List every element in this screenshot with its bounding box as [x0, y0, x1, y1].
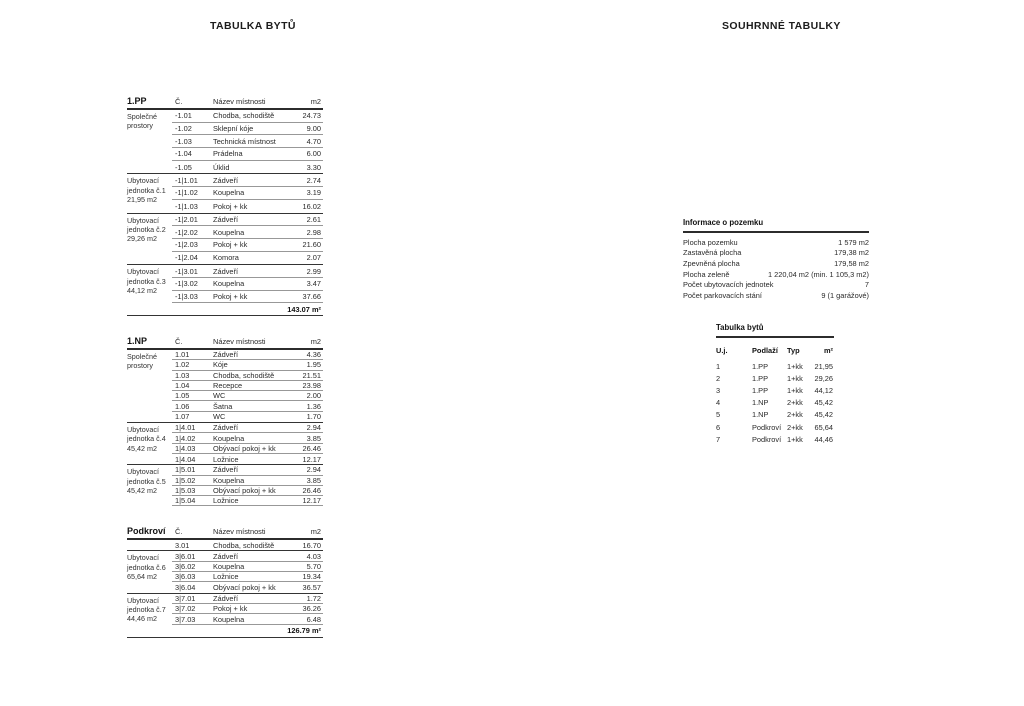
room-name-cell: Zádveří: [213, 465, 239, 475]
info-value: 179,58 m2: [834, 258, 869, 268]
section-rows: [172, 465, 323, 506]
room-area-cell: 3.47: [306, 279, 321, 289]
right-column-title: SOUHRNNÉ TABULKY: [722, 20, 841, 32]
room-number-cell: 1.06: [175, 401, 190, 411]
section-rows: [172, 540, 323, 550]
unit-row: [716, 372, 834, 384]
col-header-area: m2: [310, 527, 321, 536]
room-row: [172, 433, 323, 443]
room-area-cell: 2.07: [306, 253, 321, 263]
floor-label: Podkroví: [127, 526, 166, 536]
room-name-cell: Koupelna: [213, 475, 245, 485]
room-area-cell: 24.73: [302, 111, 321, 121]
unit-area-cell: 45,42: [814, 410, 833, 420]
room-area-cell: 21.51: [302, 370, 321, 380]
room-row: [172, 278, 323, 291]
room-row: [172, 148, 323, 161]
room-number-cell: 1|4.01: [175, 423, 196, 433]
room-number-cell: 1|5.03: [175, 486, 196, 495]
room-row: [172, 423, 323, 433]
section-label: Společné prostory: [127, 352, 157, 371]
room-number-cell: -1.03: [175, 136, 192, 146]
room-name-cell: Pokoj + kk: [213, 240, 248, 250]
room-row: [172, 265, 323, 278]
room-row: [172, 381, 323, 391]
room-number-cell: -1|2.02: [175, 227, 198, 237]
room-area-cell: 6.48: [306, 614, 321, 624]
room-area-cell: 2.74: [306, 175, 321, 185]
info-row: [683, 290, 869, 301]
unit-number-cell: 3: [716, 385, 721, 395]
room-number-cell: 3|7.02: [175, 604, 196, 614]
section-label: Ubytovací jednotka č.1 21,95 m2: [127, 176, 166, 205]
unit-row: [716, 360, 834, 372]
room-row: [172, 214, 323, 227]
room-row: [172, 486, 323, 496]
room-number-cell: -1|3.01: [175, 266, 198, 276]
room-row: [172, 391, 323, 401]
room-row: [172, 454, 323, 464]
room-number-cell: 1.05: [175, 391, 190, 401]
section-rows: [172, 214, 323, 265]
room-name-cell: Komora: [213, 253, 239, 263]
room-number-cell: 1|5.02: [175, 475, 196, 485]
room-number-cell: 1|4.04: [175, 454, 196, 464]
units-table-rows: [716, 360, 834, 445]
site-info-title: Informace o pozemku: [683, 218, 869, 233]
room-row: [172, 540, 323, 550]
info-label: Zastavěná plocha: [683, 248, 742, 258]
section-label: Ubytovací jednotka č.3 44,12 m2: [127, 267, 166, 295]
section-rows: [172, 265, 323, 303]
unit-number-cell: 2: [716, 373, 721, 383]
room-area-cell: 16.02: [302, 201, 321, 211]
left-column-title: TABULKA BYTŮ: [210, 20, 296, 32]
room-number-cell: -1|3.02: [175, 279, 198, 289]
unit-number-cell: 4: [716, 398, 721, 408]
room-name-cell: Pokoj + kk: [213, 201, 248, 211]
room-row: [172, 476, 323, 486]
room-name-cell: Kóje: [213, 360, 228, 370]
room-row: [172, 614, 323, 624]
room-number-cell: -1.02: [175, 124, 192, 134]
room-name-cell: Recepce: [213, 381, 243, 391]
room-area-cell: 21.60: [302, 240, 321, 250]
floor-label: 1.PP: [127, 96, 147, 106]
room-row: [172, 350, 323, 360]
room-area-cell: 12.17: [302, 454, 321, 464]
unit-number-cell: 1: [716, 361, 721, 371]
unit-floor-cell: 1.PP: [752, 385, 769, 395]
room-area-cell: 4.70: [306, 136, 321, 146]
room-area-cell: 2.61: [306, 214, 321, 224]
room-table-1.np: [127, 337, 323, 506]
unit-floor-cell: Podkroví: [752, 434, 782, 444]
room-row: [172, 123, 323, 136]
room-area-cell: 1.70: [306, 412, 321, 422]
room-row: [172, 594, 323, 604]
room-area-cell: 2.00: [306, 391, 321, 401]
room-area-cell: 2.99: [306, 266, 321, 276]
room-row: [172, 496, 323, 506]
room-number-cell: -1|2.04: [175, 253, 198, 263]
info-row: [683, 237, 869, 248]
room-row: [172, 444, 323, 454]
room-name-cell: Zádveří: [213, 551, 239, 561]
section-label: [127, 540, 172, 550]
table-section: [127, 174, 323, 213]
site-info-rows: [683, 237, 869, 301]
room-area-cell: 19.34: [302, 572, 321, 582]
room-number-cell: 3|7.01: [175, 593, 196, 603]
room-row: [172, 110, 323, 123]
table-section: [127, 423, 323, 465]
room-name-cell: Ložnice: [213, 572, 239, 582]
section-label: Ubytovací jednotka č.7 44,46 m2: [127, 595, 166, 624]
floor-label: 1.NP: [127, 336, 148, 346]
room-number-cell: 1.03: [175, 370, 190, 380]
room-number-cell: -1|2.01: [175, 214, 198, 224]
info-row: [683, 248, 869, 259]
room-number-cell: 1.01: [175, 350, 190, 360]
room-name-cell: Zádveří: [213, 175, 239, 185]
room-table-podkroví: [127, 527, 323, 638]
room-number-cell: 3|6.02: [175, 561, 196, 571]
units-table-header: [716, 344, 834, 357]
col-header-number: Č.: [175, 527, 183, 536]
section-rows: [172, 174, 323, 212]
room-area-cell: 26.46: [302, 443, 321, 453]
room-area-cell: 16.70: [302, 540, 321, 550]
room-number-cell: 1|4.03: [175, 443, 196, 453]
room-name-cell: Technická místnost: [213, 136, 276, 146]
room-row: [172, 582, 323, 592]
room-name-cell: Prádelna: [213, 149, 243, 159]
room-area-cell: 2.98: [306, 227, 321, 237]
room-row: [172, 161, 323, 174]
unit-area-cell: 21,95: [814, 361, 833, 371]
unit-type-cell: 1+kk: [787, 373, 803, 383]
room-name-cell: Koupelna: [213, 227, 245, 237]
section-label: Ubytovací jednotka č.2 29,26 m2: [127, 215, 166, 244]
info-label: Plocha zeleně: [683, 269, 730, 279]
room-number-cell: 1|5.01: [175, 465, 196, 475]
room-number-cell: -1.01: [175, 111, 192, 121]
unit-number-cell: 5: [716, 410, 721, 420]
room-area-cell: 26.46: [302, 486, 321, 495]
room-area-cell: 3.19: [306, 188, 321, 198]
room-name-cell: Pokoj + kk: [213, 291, 248, 301]
room-name-cell: Chodba, schodiště: [213, 370, 275, 380]
table-section: [127, 465, 323, 506]
info-row: [683, 269, 869, 280]
table-header: [127, 527, 323, 540]
room-name-cell: Chodba, schodiště: [213, 111, 275, 121]
table-section: [127, 110, 323, 174]
unit-type-cell: 2+kk: [787, 398, 803, 408]
room-row: [172, 562, 323, 572]
unit-area-cell: 65,64: [814, 422, 833, 432]
info-label: Počet ubytovacích jednotek: [683, 280, 774, 290]
info-value: 1 220,04 m2 (min. 1 105,3 m2): [767, 269, 869, 279]
room-row: [172, 412, 323, 422]
unit-type-cell: 2+kk: [787, 422, 803, 432]
column-headers: [172, 527, 323, 536]
unit-number-cell: 7: [716, 434, 721, 444]
unit-type-cell: 2+kk: [787, 410, 803, 420]
room-area-cell: 1.72: [306, 593, 321, 603]
room-area-cell: 1.36: [306, 401, 321, 411]
room-area-cell: 37.66: [302, 291, 321, 301]
room-row: [172, 572, 323, 582]
room-name-cell: Zádveří: [213, 423, 239, 433]
col-header-area: m2: [310, 337, 321, 346]
room-row: [172, 252, 323, 265]
room-name-cell: Chodba, schodiště: [213, 540, 275, 550]
section-rows: [172, 423, 323, 464]
unit-area-cell: 44,46: [814, 434, 833, 444]
info-label: Počet parkovacích stání: [683, 290, 762, 300]
room-name-cell: Koupelna: [213, 433, 245, 443]
info-row: [683, 279, 869, 290]
room-row: [172, 371, 323, 381]
info-value: 7: [864, 280, 869, 290]
table-section: [127, 350, 323, 423]
room-area-cell: 9.00: [306, 124, 321, 134]
room-name-cell: Obývací pokoj + kk: [213, 486, 276, 495]
room-area-cell: 2.94: [306, 423, 321, 433]
room-row: [172, 401, 323, 411]
room-row: [172, 604, 323, 614]
section-label: Ubytovací jednotka č.4 45,42 m2: [127, 425, 166, 453]
unit-row: [716, 433, 834, 445]
room-row: [172, 239, 323, 252]
col-header-name: Název místnosti: [213, 527, 266, 536]
room-area-cell: 5.70: [306, 561, 321, 571]
room-name-cell: Ložnice: [213, 496, 239, 506]
units-header-podlazi: Podlaží: [752, 346, 778, 355]
room-number-cell: 1.02: [175, 360, 190, 370]
table-section: [127, 551, 323, 593]
room-table-1.pp: [127, 97, 323, 316]
section-rows: [172, 594, 323, 625]
room-area-cell: 3.30: [306, 162, 321, 172]
room-number-cell: -1|1.02: [175, 188, 198, 198]
room-number-cell: -1.05: [175, 162, 192, 172]
unit-floor-cell: 1.NP: [752, 410, 769, 420]
room-name-cell: Koupelna: [213, 279, 245, 289]
room-area-cell: 4.03: [306, 551, 321, 561]
room-row: [172, 187, 323, 200]
room-name-cell: Sklepní kóje: [213, 124, 254, 134]
col-header-name: Název místnosti: [213, 97, 266, 106]
room-area-cell: 1.95: [306, 360, 321, 370]
unit-floor-cell: 1.NP: [752, 398, 769, 408]
room-number-cell: -1.04: [175, 149, 192, 159]
table-header: [127, 337, 323, 350]
room-name-cell: Koupelna: [213, 561, 245, 571]
room-row: [172, 174, 323, 187]
units-header-m2: m²: [823, 346, 833, 355]
info-value: 179,38 m2: [834, 248, 869, 258]
info-label: Plocha pozemku: [683, 237, 738, 247]
info-value: 1 579 m2: [838, 237, 869, 247]
col-header-number: Č.: [175, 337, 183, 346]
room-name-cell: Pokoj + kk: [213, 604, 248, 614]
unit-floor-cell: 1.PP: [752, 361, 769, 371]
info-value: 9 (1 garážové): [821, 290, 869, 300]
site-info-table: [683, 218, 869, 301]
unit-floor-cell: Podkroví: [752, 422, 782, 432]
units-summary-table: [716, 323, 834, 445]
room-area-cell: 4.36: [306, 350, 321, 360]
room-number-cell: 1|4.02: [175, 433, 196, 443]
section-rows: [172, 551, 323, 592]
column-headers: [172, 97, 323, 106]
table-section: [127, 594, 323, 625]
unit-type-cell: 1+kk: [787, 434, 803, 444]
room-number-cell: -1|1.01: [175, 175, 198, 185]
col-header-area: m2: [310, 97, 321, 106]
unit-row: [716, 421, 834, 433]
units-summary-title: Tabulka bytů: [716, 323, 834, 338]
section-label: Ubytovací jednotka č.5 45,42 m2: [127, 467, 166, 495]
room-row: [172, 551, 323, 561]
room-row: [172, 200, 323, 213]
units-header-typ: Typ: [787, 346, 800, 355]
table-section: [127, 265, 323, 303]
room-name-cell: Šatna: [213, 401, 233, 411]
col-header-name: Název místnosti: [213, 337, 266, 346]
unit-row: [716, 397, 834, 409]
room-name-cell: Obývací pokoj + kk: [213, 443, 276, 453]
floor-total: 143.07 m²: [127, 303, 323, 316]
unit-floor-cell: 1.PP: [752, 373, 769, 383]
room-number-cell: 3|6.01: [175, 551, 196, 561]
room-number-cell: -1|3.03: [175, 291, 198, 301]
floor-total: 126.79 m²: [127, 625, 323, 638]
room-number-cell: 3.01: [175, 540, 190, 550]
room-number-cell: 1|5.04: [175, 496, 196, 506]
unit-row: [716, 384, 834, 396]
room-row: [172, 135, 323, 148]
room-name-cell: Zádveří: [213, 593, 239, 603]
room-row: [172, 291, 323, 304]
room-name-cell: Ložnice: [213, 454, 239, 464]
room-number-cell: 1.04: [175, 381, 190, 391]
room-area-cell: 3.85: [306, 433, 321, 443]
col-header-number: Č.: [175, 97, 183, 106]
room-area-cell: 23.98: [302, 381, 321, 391]
room-number-cell: 3|6.03: [175, 572, 196, 582]
info-row: [683, 258, 869, 269]
room-area-cell: 6.00: [306, 149, 321, 159]
room-name-cell: Koupelna: [213, 188, 245, 198]
table-header: [127, 97, 323, 110]
room-name-cell: Obývací pokoj + kk: [213, 583, 276, 593]
room-name-cell: Úklid: [213, 162, 230, 172]
table-section: [127, 214, 323, 266]
room-number-cell: 1.07: [175, 412, 190, 422]
unit-type-cell: 1+kk: [787, 385, 803, 395]
section-rows: [172, 110, 323, 173]
room-number-cell: -1|2.03: [175, 240, 198, 250]
room-name-cell: WC: [213, 391, 226, 401]
room-area-cell: 36.26: [302, 604, 321, 614]
unit-type-cell: 1+kk: [787, 361, 803, 371]
table-section: [127, 540, 323, 551]
unit-area-cell: 44,12: [814, 385, 833, 395]
unit-row: [716, 409, 834, 421]
room-row: [172, 465, 323, 475]
room-area-cell: 36.57: [302, 583, 321, 593]
room-area-cell: 2.94: [306, 465, 321, 475]
info-label: Zpevněná plocha: [683, 258, 740, 268]
unit-area-cell: 45,42: [814, 398, 833, 408]
room-number-cell: -1|1.03: [175, 201, 198, 211]
room-name-cell: Zádveří: [213, 214, 239, 224]
section-label: Společné prostory: [127, 112, 157, 131]
section-label: Ubytovací jednotka č.6 65,64 m2: [127, 553, 166, 582]
room-number-cell: 3|7.03: [175, 614, 196, 624]
column-headers: [172, 337, 323, 346]
room-area-cell: 12.17: [302, 496, 321, 506]
room-row: [172, 226, 323, 239]
section-rows: [172, 350, 323, 422]
room-area-cell: 3.85: [306, 475, 321, 485]
room-name-cell: Koupelna: [213, 614, 245, 624]
unit-area-cell: 29,26: [814, 373, 833, 383]
room-row: [172, 360, 323, 370]
room-name-cell: WC: [213, 412, 226, 422]
unit-number-cell: 6: [716, 422, 721, 432]
room-name-cell: Zádveří: [213, 350, 239, 360]
room-number-cell: 3|6.04: [175, 583, 196, 593]
room-name-cell: Zádveří: [213, 266, 239, 276]
units-header-uj: U.j.: [716, 346, 728, 355]
